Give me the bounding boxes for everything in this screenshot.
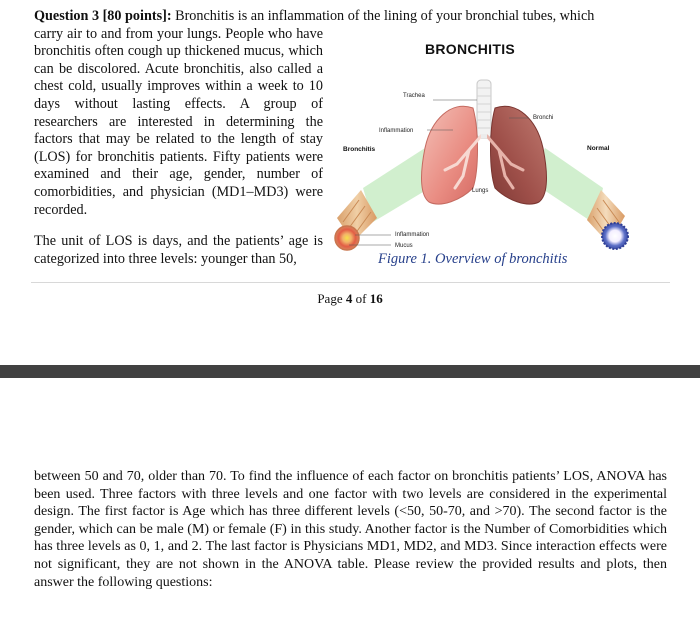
label-inflammation-top: Inflammation [379,128,414,134]
label-normal: Normal [587,145,610,152]
page-separator-bar [0,365,700,378]
continuation-paragraph: between 50 and 70, older than 70. To find the influence of each factor on bronchitis patients’ LOS, ANOVA has been used. Three factors with three levels and one factor with two levels are considered in the experimental design. The first factor is Age which has three different levels (<50, 50-70, and >70). The second factor is the gender, which can be male (M) or female (F) in this study. Another factor is the Number of Comorbidities which has three levels as 0, 1, and 2. The last factor is Physicians MD1, MD2, and MD3. Since interaction effects were not significant, they are not shown in the ANOVA table. Please review the provided results and plots, then answer the following questions: [34,469,667,590]
page-total: 16 [369,291,383,306]
los-paragraph: The unit of LOS is days, and the patients’ age is categorized into three levels: younger than 50, [34,233,323,267]
inflamed-airway-cross-section [335,226,359,250]
page-rule [31,282,670,283]
label-lungs: Lungs [472,188,489,194]
bronchitis-figure [333,30,663,282]
page-number: Page 4 of 16 [317,291,383,306]
label-inflammation-bottom: Inflammation [395,232,430,238]
figure-title: BRONCHITIS [424,41,516,57]
figure-caption: Figure 1. Overview of bronchitis [378,251,568,267]
label-bronchitis: Bronchitis [343,146,376,153]
question-first-line [34,8,674,26]
label-bronchi: Bronchi [533,115,554,121]
trachea [477,80,491,138]
page-current: 4 [345,291,353,306]
label-trachea: Trachea [403,93,425,99]
question-paragraph: carry air to and from your lungs. People who have bronchitis often cough up thickened mucus, which can be discolored. Acute bronchitis, also called a chest cold, usually improves within a week to 10 days without lasting effects. A group of researchers are interested in determining the factors that may be related to the length of stay (LOS) for bronchitis patients. Fifty patients were examined and their age, gender, number of comorbidities, and physician (MD1–MD3) were recorded. [34,25,323,218]
question-label: Question 3 [80 points]: [34,8,172,24]
normal-airway-cross-section [602,223,628,249]
question-intro: Bronchitis is an inflammation of the lining of your bronchial tubes, which [171,8,595,24]
label-mucus: Mucus [395,243,413,249]
